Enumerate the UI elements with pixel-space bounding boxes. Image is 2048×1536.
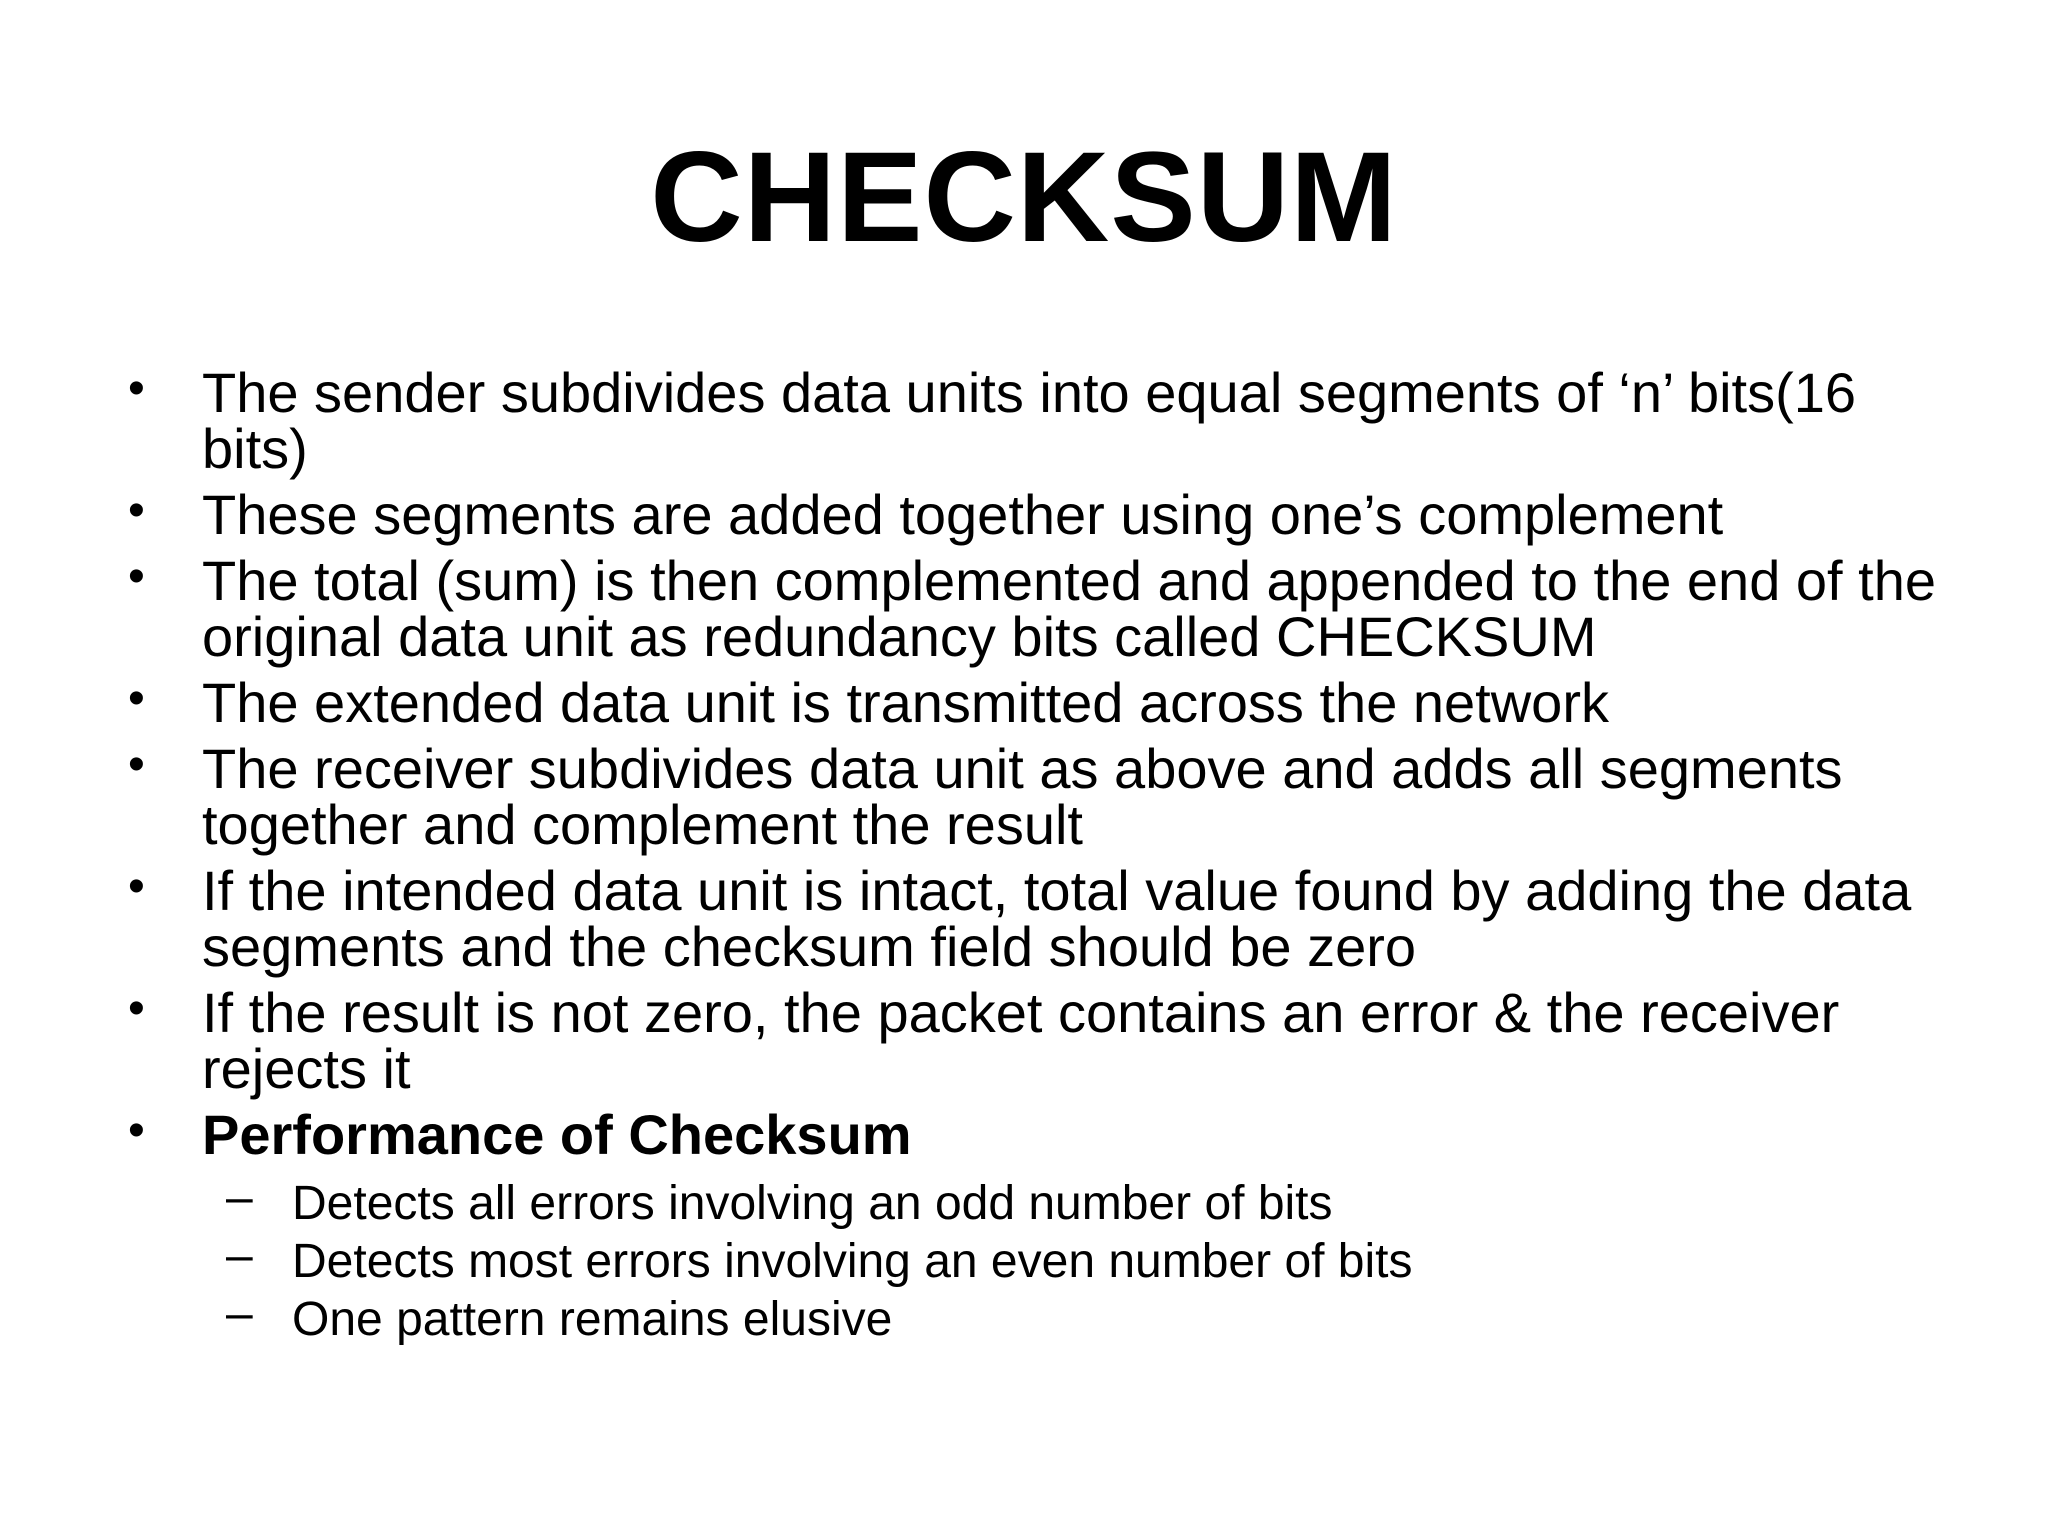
bullet-text: Performance of Checksum [202,1103,912,1166]
dash-icon: – [226,1287,253,1340]
bullet-icon: • [128,982,145,1035]
bullet-item [120,737,1940,856]
bullet-item-performance [120,1103,1940,1349]
bullet-icon: • [128,672,145,725]
bullet-item [120,859,1940,978]
bullet-text: The receiver subdivides data unit as above and adds all segments together and complement the result [202,737,1843,856]
bullet-icon: • [128,738,145,791]
sub-bullet-item [202,1171,1940,1233]
sub-bullet-list [202,1171,1940,1349]
bullet-list [120,361,1940,1359]
bullet-text: The total (sum) is then complemented and appended to the end of the original data unit as redundancy bits called CHECKSUM [202,549,1937,668]
bullet-icon: • [128,1104,145,1157]
bullet-item [120,671,1940,734]
bullet-text: If the result is not zero, the packet contains an error & the receiver rejects it [202,981,1840,1100]
bullet-item [120,549,1940,668]
sub-bullet-text: One pattern remains elusive [292,1293,893,1346]
bullet-item [120,361,1940,480]
dash-icon: – [226,1171,253,1224]
bullet-icon: • [128,550,145,603]
sub-bullet-text: Detects all errors involving an odd number of bits [292,1177,1333,1230]
bullet-item [120,483,1940,546]
sub-bullet-item [202,1229,1940,1291]
bullet-text: These segments are added together using one’s complement [202,483,1724,546]
bullet-item [120,981,1940,1100]
bullet-text: If the intended data unit is intact, total value found by adding the data segments and the checksum field should be zero [202,859,1912,978]
bullet-text: The extended data unit is transmitted across the network [202,671,1609,734]
sub-bullet-text: Detects most errors involving an even number of bits [292,1235,1413,1288]
bullet-icon: • [128,860,145,913]
bullet-icon: • [128,484,145,537]
sub-bullet-item [202,1287,1940,1349]
bullet-icon: • [128,362,145,415]
bullet-text: The sender subdivides data units into equal segments of ‘n’ bits(16 bits) [202,361,1857,480]
dash-icon: – [226,1229,253,1282]
slide-title: CHECKSUM [650,126,1398,269]
